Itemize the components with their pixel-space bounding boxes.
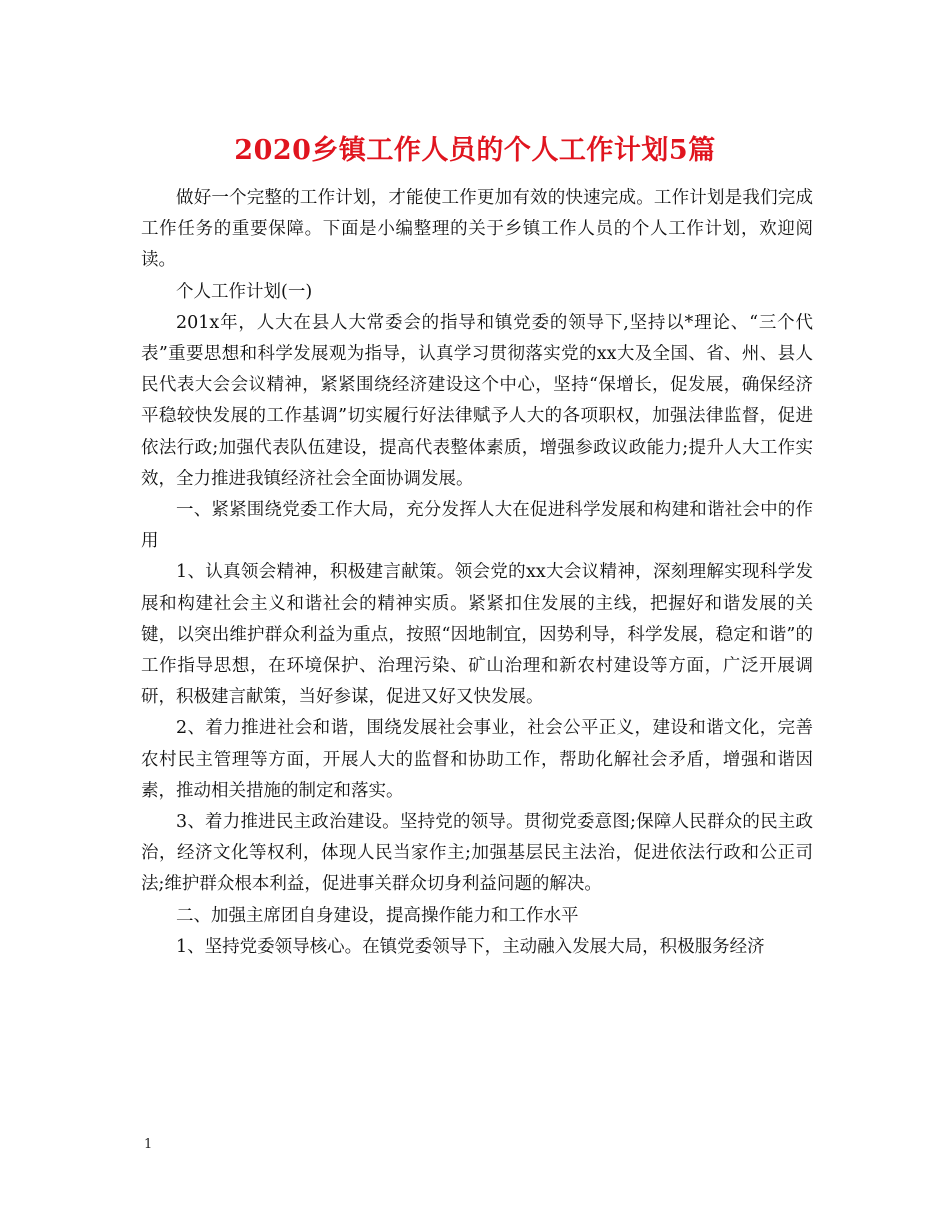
document-body: [141, 183, 813, 963]
paragraph-item-3: 3、着力推进民主政治建设。坚持党的领导。贯彻党委意图;保障人民群众的民主政治，经济文化等权利，体现人民当家作主;加强基层民主法治，促进依法行政和公正司法;维护群众根本利益，促进事关群众切身利益问题的解决。: [141, 812, 813, 895]
paragraph-item-2: 2、着力推进社会和谐，围绕发展社会事业，社会公平正义，建设和谐文化，完善农村民主管理等方面，开展人大的监督和协助工作，帮助化解社会矛盾，增强和谐因素，推动相关措施的制定和落实。: [141, 718, 813, 801]
paragraph-item-2-1: 1、坚持党委领导核心。在镇党委领导下，主动融入发展大局，积极服务经济: [176, 936, 765, 957]
section-heading-one: 一、紧紧围绕党委工作大局，充分发挥人大在促进科学发展和构建和谐社会中的作用: [141, 500, 813, 552]
section-heading-two: 二、加强主席团自身建设，提高操作能力和工作水平: [176, 905, 579, 926]
page-number: 1: [144, 1137, 153, 1152]
paragraph-overview: 201x年，人大在县人大常委会的指导和镇党委的领导下,坚持以*理论、“三个代表”重要思想和科学发展观为指导，认真学习贯彻落实党的xx大及全国、省、州、县人民代表大会会议精神，紧紧围绕经济建设这个中心，坚持“保增长，促发展，确保经济平稳较快发展的工作基调”切实履行好法律赋予人大的各项职权，加强法律监督，促进依法行政;加强代表队伍建设，提高代表整体素质，增强参政议政能力;提升人大工作实效，全力推进我镇经济社会全面协调发展。: [141, 312, 813, 489]
document-title: 2020乡镇工作人员的个人工作计划5篇: [234, 135, 716, 166]
paragraph-intro: 做好一个完整的工作计划，才能使工作更加有效的快速完成。工作计划是我们完成工作任务的重要保障。下面是小编整理的关于乡镇工作人员的个人工作计划，欢迎阅读。: [141, 188, 813, 271]
paragraph-item-1: 1、认真领会精神，积极建言献策。领会党的xx大会议精神，深刻理解实现科学发展和构建社会主义和谐社会的精神实质。紧紧扣住发展的主线，把握好和谐发展的关键，以突出维护群众利益为重点，按照“因地制宜，因势利导，科学发展，稳定和谐”的工作指导思想，在环境保护、治理污染、矿山治理和新农村建设等方面，广泛开展调研，积极建言献策，当好参谋，促进又好又快发展。: [141, 562, 813, 708]
section-heading-plan-one: 个人工作计划(一): [176, 281, 313, 302]
